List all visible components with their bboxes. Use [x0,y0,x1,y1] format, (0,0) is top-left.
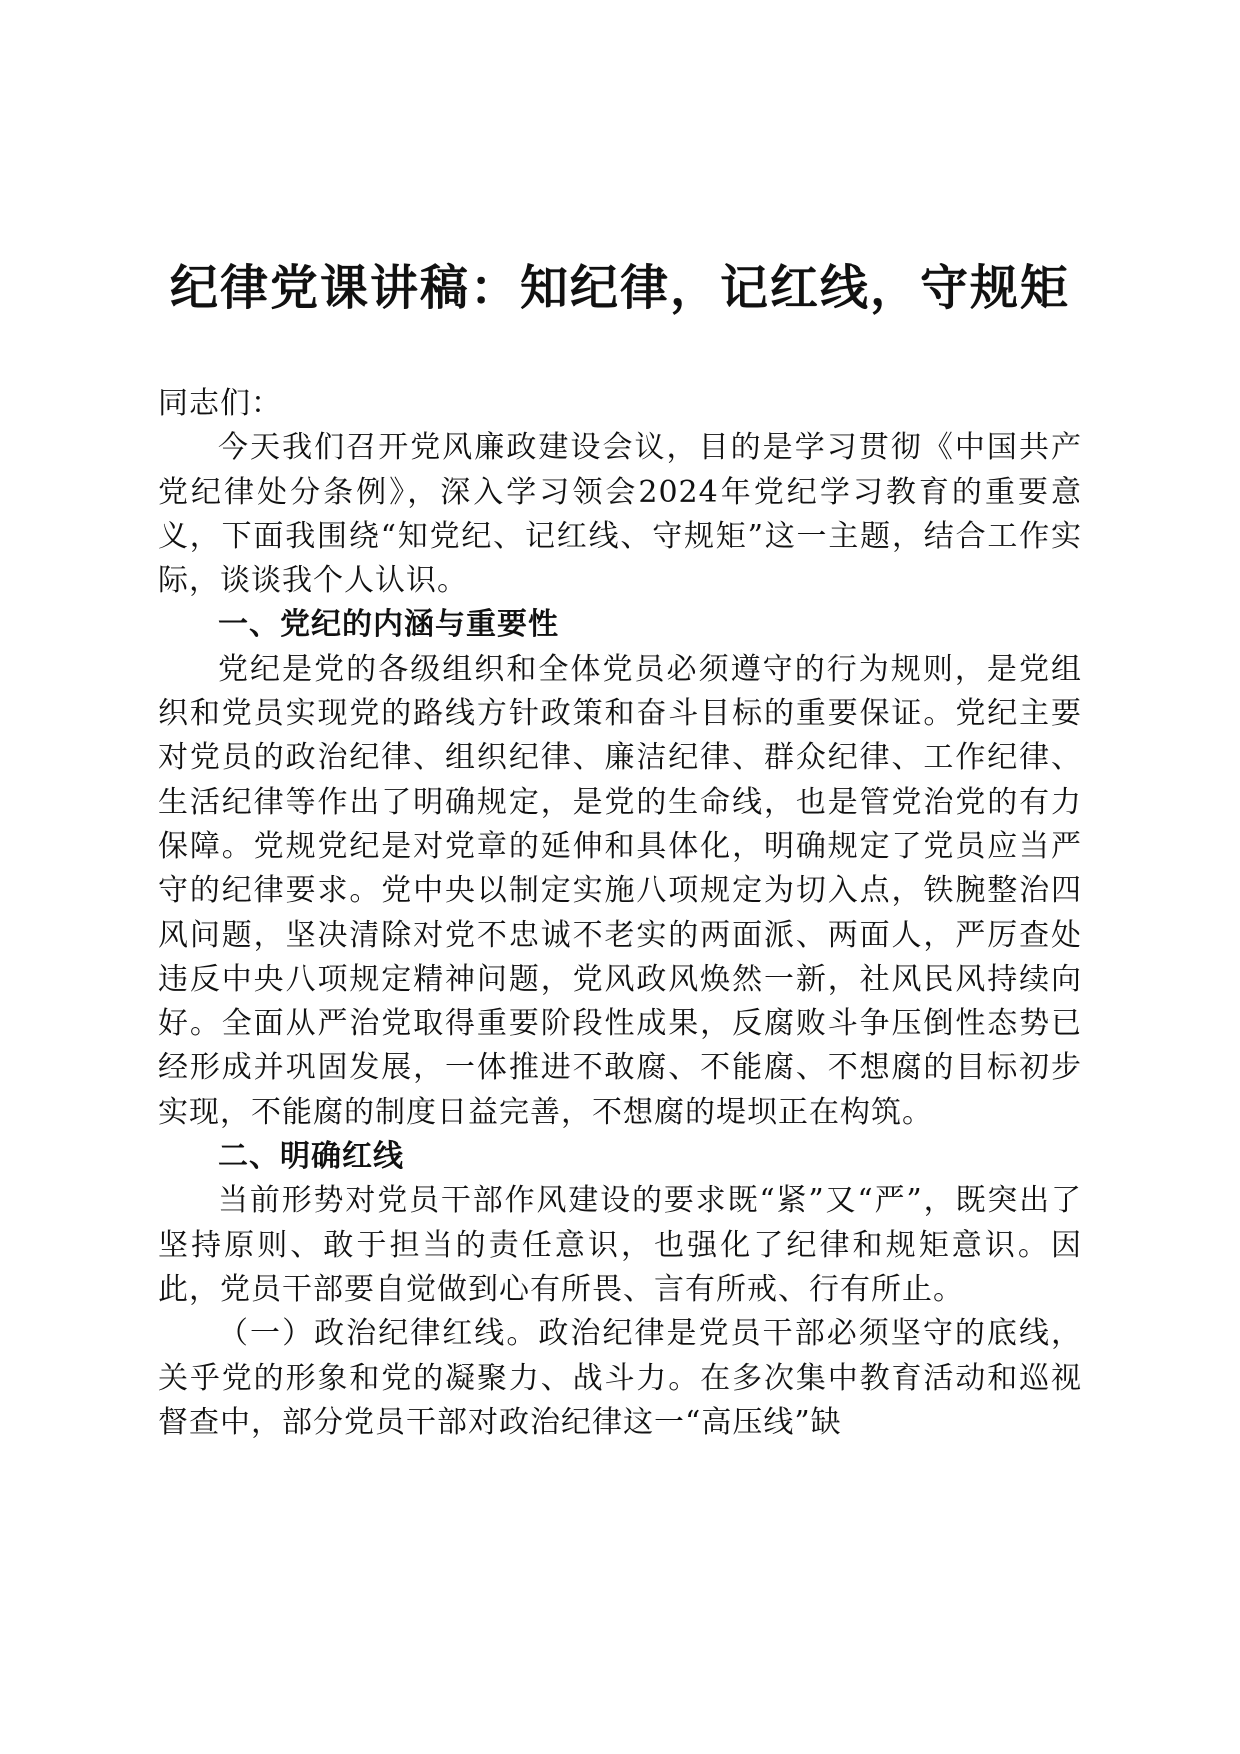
section-1-heading: 一、党纪的内涵与重要性 [218,607,559,643]
document-title: 纪律党课讲稿：知纪律，记红线，守规矩 [169,260,1070,316]
section-2-subsection-1-paragraph: （一）政治纪律红线。政治纪律是党员干部必须坚守的底线，关乎党的形象和党的凝聚力、战斗力。在多次集中教育活动和巡视督查中，部分党员干部对政治纪律这一“高压线”缺 [158,1316,1082,1440]
section-2-heading: 二、明确红线 [218,1139,404,1175]
section-1-paragraph: 党纪是党的各级组织和全体党员必须遵守的行为规则，是党组织和党员实现党的路线方针政策和奋斗目标的重要保证。党纪主要对党员的政治纪律、组织纪律、廉洁纪律、群众纪律、工作纪律、生活纪律等作出了明确规定，是党的生命线，也是管党治党的有力保障。党规党纪是对党章的延伸和具体化，明确规定了党员应当严守的纪律要求。党中央以制定实施八项规定为切入点，铁腕整治四风问题，坚决清除对党不忠诚不老实的两面派、两面人，严厉查处违反中央八项规定精神问题，党风政风焕然一新，社风民风持续向好。全面从严治党取得重要阶段性成果，反腐败斗争压倒性态势已经形成并巩固发展，一体推进不敢腐、不能腐、不想腐的目标初步实现，不能腐的制度日益完善，不想腐的堤坝正在构筑。 [158,651,1082,1130]
document-body [158,382,1082,1445]
intro-paragraph: 今天我们召开党风廉政建设会议，目的是学习贯彻《中国共产党纪律处分条例》，深入学习领会2024年党纪学习教育的重要意义，下面我围绕“知党纪、记红线、守规矩”这一主题，结合工作实际，谈谈我个人认识。 [158,430,1082,599]
section-2-paragraph: 当前形势对党员干部作风建设的要求既“紧”又“严”，既突出了坚持原则、敢于担当的责任意识，也强化了纪律和规矩意识。因此，党员干部要自觉做到心有所畏、言有所戒、行有所止。 [158,1183,1082,1307]
salutation: 同志们： [158,386,282,421]
